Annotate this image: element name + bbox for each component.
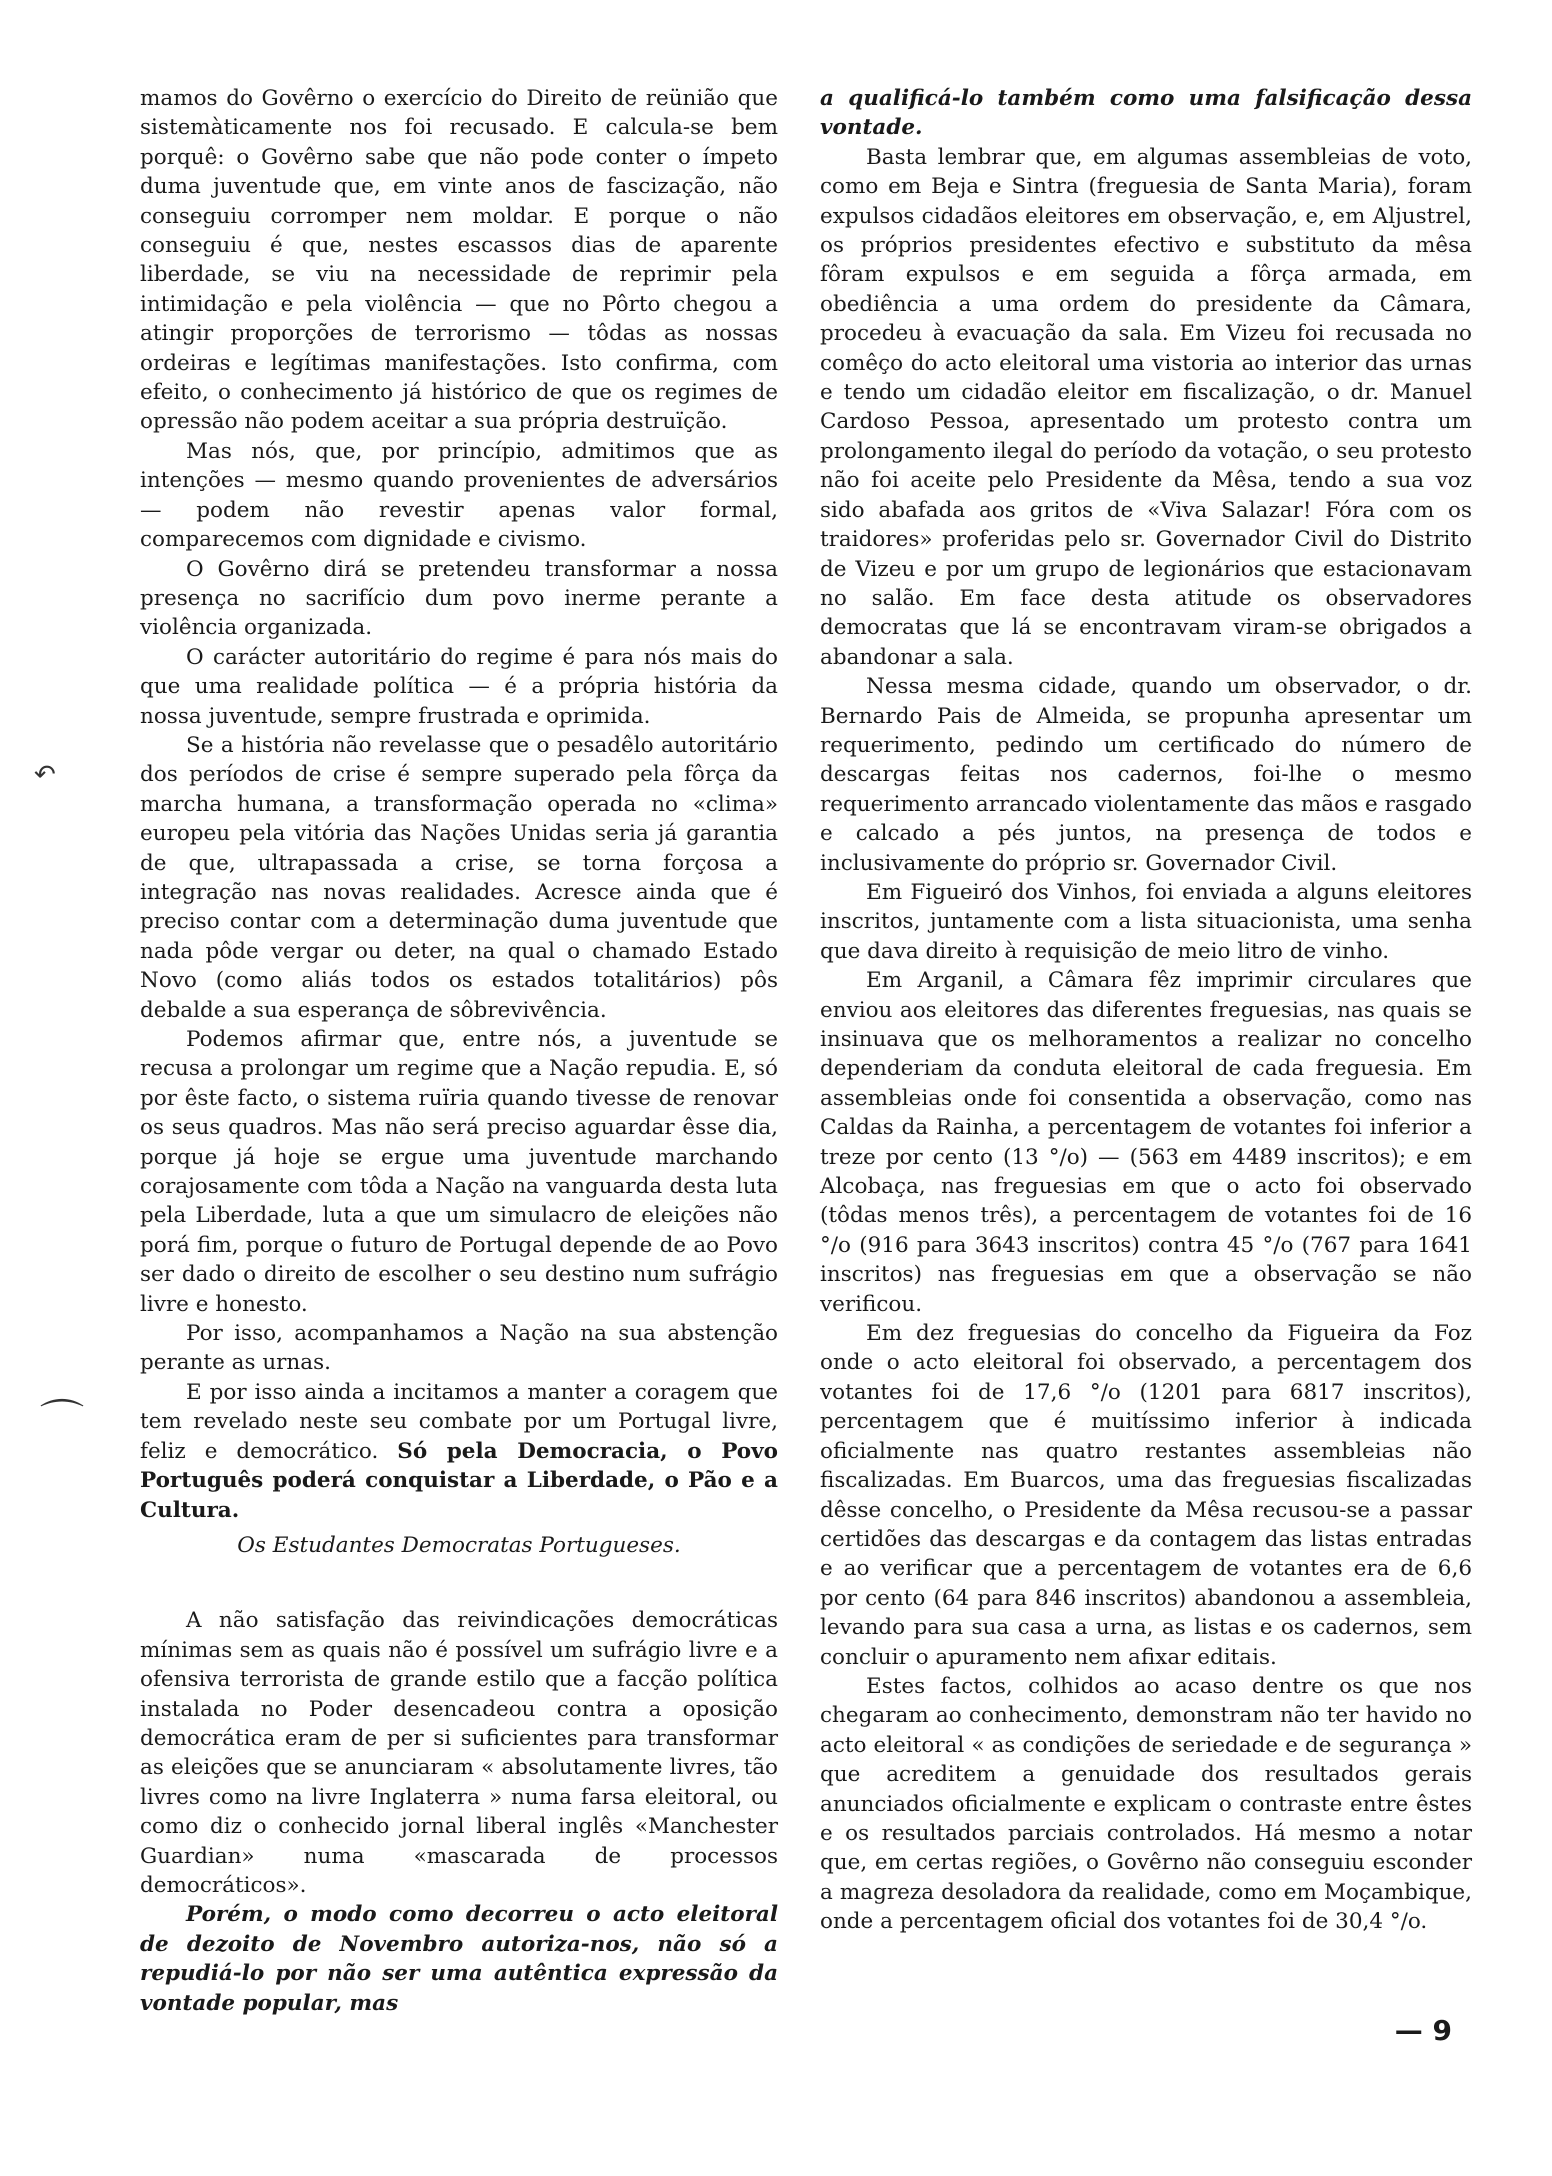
- paragraph: Estes factos, colhidos ao acaso dentre os que nos chegaram ao conhecimento, demonstram não ter havido no acto eleitoral « as condições de seriedade e de segurança » que acreditem a genuidade dos resultados gerais anunciados oficialmente e explicam o contraste entre êstes e os resultados parciais controlados. Há mesmo a notar que, em certas regiões, o Govêrno não conseguiu esconder a magreza desoladora da realidade, como em Moçambique, onde a percentagem oficial dos votantes foi de 30,4 °/o.: [820, 1673, 1472, 1935]
- signature: Os Estudantes Democratas Portugueses.: [237, 1532, 681, 1558]
- paragraph: O Govêrno dirá se pretendeu transformar a nossa presença no sacrifício dum povo inerme perante a violência organizada.: [140, 556, 778, 641]
- paragraph: Nessa mesma cidade, quando um observador, o dr. Bernardo Pais de Almeida, se propunha apresentar um requerimento, pedindo um certificado do número de descargas feitas nos cadernos, foi-lhe o mesmo requerimento arrancado violentamente das mãos e rasgado e calcado a pés juntos, na presença de todos e inclusivamente do próprio sr. Governador Civil.: [820, 674, 1472, 876]
- closing-text: E por isso ainda a incitamos a manter a coragem que tem revelado neste seu combate por um Portugal livre, feliz e democrático.: [140, 1379, 778, 1464]
- paragraph: Em Arganil, a Câmara fêz imprimir circulares que enviou aos eleitores das diferentes freguesias, nas quais se insinuava que os melhoramentos a realizar no concelho dependeriam da conduta eleitoral de cada freguesia. Em assembleias onde foi consentida a observação, como nas Caldas da Rainha, a percentagem de votantes foi inferior a treze por cento (13 °/o) — (563 em 4489 inscritos); e em Alcobaça, nas freguesias em que o acto foi observado (tôdas menos três), a percentagem de votantes foi de 16 °/o (916 para 3643 inscritos) contra 45 °/o (767 para 1641 inscritos) nas freguesias em que a observação se não verificou.: [820, 968, 1472, 1317]
- paragraph: [140, 1378, 778, 1525]
- right-column: [820, 84, 1472, 1937]
- paragraph: Mas nós, que, por princípio, admitimos que as intenções — mesmo quando provenientes de adversários — podem não revestir apenas valor formal, comparecemos com dignidade e civismo.: [140, 438, 778, 553]
- paragraph: Porém, o modo como decorreu o acto eleitoral de dezoito de Novembro autoriza-nos, não só a repudiá-lo por não ser uma autêntica expressão da vontade popular, mas: [140, 1902, 778, 2016]
- paragraph: A não satisfação das reivindicações democráticas mínimas sem as quais não é possível um sufrágio livre e a ofensiva terrorista de grande estilo que a facção política instalada no Poder desencadeou contra a oposição democrática eram de per si suficientes para transformar as eleições que se anunciaram « absolutamente livres, tão livres como na livre Inglaterra » numa farsa eleitoral, ou como diz o conhecido jornal liberal inglês «Manchester Guardian» numa «mascarada de processos democráticos».: [140, 1608, 778, 1898]
- paragraph: a qualificá-lo também como uma falsificação dessa vontade.: [820, 86, 1472, 141]
- paragraph: Se a história não revelasse que o pesadêlo autoritário dos períodos de crise é sempre superado pela fôrça da marcha humana, a transformação operada no «clima» europeu pela vitória das Nações Unidas seria já garantia de que, ultrapassada a crise, se torna forçosa a integração nas novas realidades. Acresce ainda que é preciso contar com a determinação duma juventude que nada pôde vergar ou deter, na qual o chamado Estado Novo (como aliás todos os estados totalitários) pôs debalde a sua esperança de sôbrevivência.: [140, 732, 778, 1023]
- paragraph: O carácter autoritário do regime é para nós mais do que uma realidade política — é a própria história da nossa juventude, sempre frustrada e oprimida.: [140, 644, 778, 729]
- paragraph: Em dez freguesias do concelho da Figueira da Foz onde o acto eleitoral foi observado, a percentagem dos votantes foi de 17,6 °/o (1201 para 6817 inscritos), percentagem que é muitíssimo inferior à indicada oficialmente nas quatro restantes assembleias não fiscalizadas. Em Buarcos, uma das freguesias fiscalizadas dêsse concelho, o Presidente da Mêsa recusou-se a passar certidões das descargas e da contagem das listas entradas e ao verificar que a percentagem de votantes era de 6,6 por cento (64 para 846 inscritos) abandonou a assembleia, levando para sua casa a urna, as listas e os cadernos, sem concluir o apuramento nem afixar editais.: [820, 1321, 1472, 1670]
- section-gap: [140, 1560, 778, 1606]
- paragraph: Por isso, acompanhamos a Nação na sua abstenção perante as urnas.: [140, 1321, 778, 1376]
- page-number: — 9: [1394, 2014, 1452, 2047]
- margin-mark-icon: ⌒: [40, 1396, 84, 1447]
- margin-mark-icon: ↶: [34, 760, 56, 790]
- paragraph: Basta lembrar que, em algumas assembleias de voto, como em Beja e Sintra (freguesia de Santa Maria), foram expulsos cidadãos eleitores em observação, e, em Aljustrel, os próprios presidentes efectivo e substituto da mêsa fôram expulsos e em seguida a fôrça armada, em obediência a uma ordem do presidente da Câmara, procedeu à evacuação da sala. Em Vizeu foi recusada no comêço do acto eleitoral uma vistoria ao interior das urnas e tendo um cidadão eleitor em fiscalização, o dr. Manuel Cardoso Pessoa, apresentado um protesto contra um prolongamento ilegal do período da votação, o seu protesto não foi aceite pelo Presidente da Mêsa, tendo a sua voz sido abafada aos gritos de «Viva Salazar! Fóra com os traidores» proferidas pelo sr. Governador Civil do Distrito de Vizeu e por um grupo de legionários que estacionavam no salão. Em face desta atitude os observadores democratas que lá se encontravam viram-se obrigados a abandonar a sala.: [820, 144, 1472, 670]
- paragraph: Em Figueiró dos Vinhos, foi enviada a alguns eleitores inscritos, juntamente com a lista situacionista, uma senha que dava direito à requisição de meio litro de vinho.: [820, 879, 1472, 964]
- left-column: [140, 84, 778, 2018]
- paragraph: Podemos afirmar que, entre nós, a juventude se recusa a prolongar um regime que a Nação repudia. E, só por êste facto, o sistema ruïria quando tivesse de renovar os seus quadros. Mas não será preciso aguardar êsse dia, porque já hoje se ergue uma juventude marchando corajosamente com tôda a Nação na vanguarda desta luta pela Liberdade, luta a que um simulacro de eleições não porá fim, porque o futuro de Portugal depende de ao Povo ser dado o direito de escolher o seu destino num sufrágio livre e honesto.: [140, 1027, 778, 1317]
- paragraph: mamos do Govêrno o exercício do Direito de reünião que sistemàticamente nos foi recusado. E calcula-se bem porquê: o Govêrno sabe que não pode conter o ímpeto duma juventude que, em vinte anos de fascização, não conseguiu corromper nem moldar. E porque o não conseguiu é que, nestes escassos dias de aparente liberdade, se viu na necessidade de reprimir pela intimidação e pela violência — que no Pôrto chegou a atingir proporções de terrorismo — tôdas as nossas ordeiras e legítimas manifestações. Isto confirma, com efeito, o conhecimento já histórico de que os regimes de opressão não podem aceitar a sua própria destruïção.: [140, 86, 778, 435]
- closing-slogan: Só pela Democracia, o Povo Português poderá conquistar a Liberdade, o Pão e a Cultura.: [140, 1438, 778, 1523]
